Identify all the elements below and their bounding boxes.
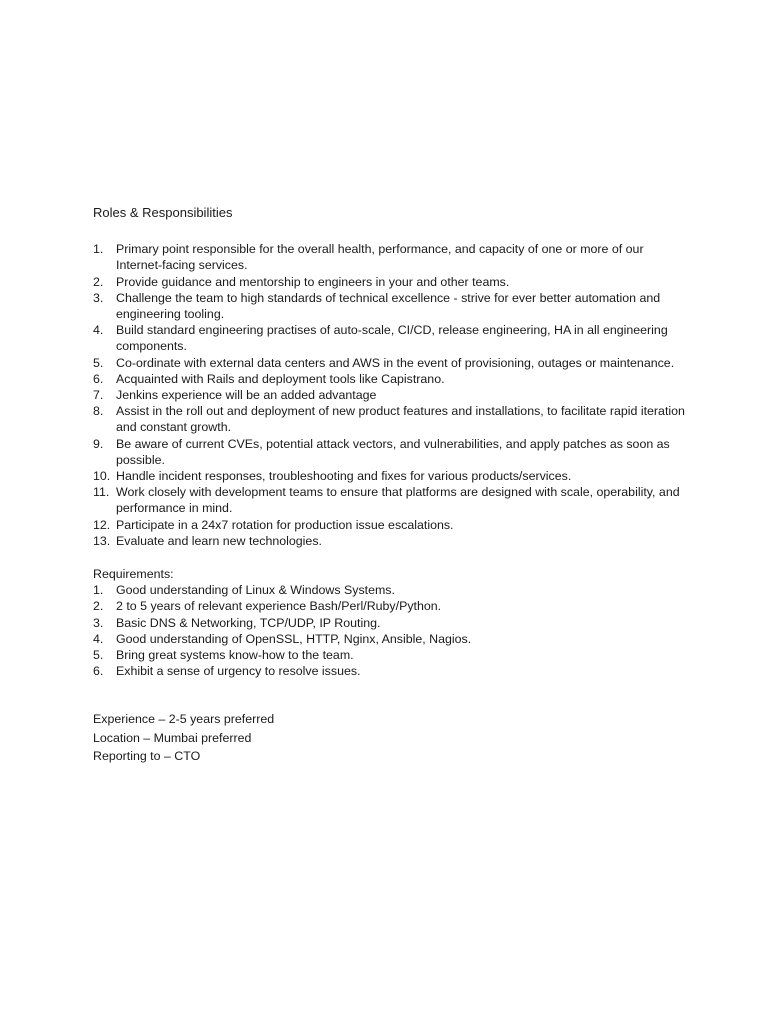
list-item bbox=[93, 582, 693, 598]
list-item bbox=[93, 436, 693, 468]
list-number: 10. bbox=[93, 469, 111, 484]
list-number: 5. bbox=[93, 648, 104, 663]
list-item bbox=[93, 403, 693, 435]
list-number: 1. bbox=[93, 583, 104, 598]
list-item bbox=[93, 387, 693, 403]
list-number: 6. bbox=[93, 371, 104, 386]
list-number: 3. bbox=[93, 290, 104, 305]
list-number: 13. bbox=[93, 533, 111, 548]
list-text: Jenkins experience will be an added advantage bbox=[116, 388, 377, 403]
list-item bbox=[93, 371, 693, 387]
list-item bbox=[93, 290, 693, 322]
list-number: 3. bbox=[93, 615, 104, 630]
list-text: Work closely with development teams to ensure that platforms are designed with scale, operability, and performance in mind. bbox=[116, 485, 680, 516]
list-item bbox=[93, 598, 693, 614]
location-line: Location – Mumbai preferred bbox=[93, 730, 252, 745]
list-number: 2. bbox=[93, 274, 104, 289]
list-number: 4. bbox=[93, 631, 104, 646]
reporting-line: Reporting to – CTO bbox=[93, 749, 201, 764]
list-number: 2. bbox=[93, 599, 104, 614]
list-text: Basic DNS & Networking, TCP/UDP, IP Routing. bbox=[116, 615, 381, 630]
list-number: 1. bbox=[93, 242, 104, 257]
roles-list bbox=[93, 241, 693, 549]
list-text: Assist in the roll out and deployment of new product features and installations, to facilitate rapid iteration and constant growth. bbox=[116, 404, 685, 435]
list-number: 4. bbox=[93, 323, 104, 338]
list-item bbox=[93, 631, 693, 647]
list-text: Evaluate and learn new technologies. bbox=[116, 533, 322, 548]
list-text: Bring great systems know-how to the team. bbox=[116, 648, 354, 663]
list-number: 8. bbox=[93, 404, 104, 419]
list-item bbox=[93, 533, 693, 549]
list-text: 2 to 5 years of relevant experience Bash/Perl/Ruby/Python. bbox=[116, 599, 442, 614]
list-number: 7. bbox=[93, 388, 104, 403]
list-number: 11. bbox=[93, 485, 110, 500]
list-text: Handle incident responses, troubleshooting and fixes for various products/services. bbox=[116, 469, 572, 484]
list-item bbox=[93, 484, 693, 516]
requirements-heading: Requirements: bbox=[93, 567, 174, 582]
document-page bbox=[93, 205, 693, 766]
list-item bbox=[93, 615, 693, 631]
list-item bbox=[93, 241, 693, 273]
list-item bbox=[93, 322, 693, 354]
list-text: Challenge the team to high standards of technical excellence - strive for ever better automation and engineering tooling. bbox=[116, 290, 661, 322]
list-text: Build standard engineering practises of auto-scale, CI/CD, release engineering, HA in all engineering components. bbox=[116, 323, 668, 354]
roles-heading: Roles & Responsibilities bbox=[93, 205, 233, 220]
requirements-list bbox=[93, 582, 693, 679]
list-number: 12. bbox=[93, 517, 111, 532]
list-text: Acquainted with Rails and deployment tools like Capistrano. bbox=[116, 371, 445, 386]
list-text: Good understanding of OpenSSL, HTTP, Nginx, Ansible, Nagios. bbox=[116, 631, 472, 646]
list-text: Be aware of current CVEs, potential attack vectors, and vulnerabilities, and apply patches as soon as possible. bbox=[116, 436, 670, 467]
list-item bbox=[93, 517, 693, 533]
list-text: Provide guidance and mentorship to engineers in your and other teams. bbox=[116, 274, 510, 289]
experience-line: Experience – 2-5 years preferred bbox=[93, 712, 275, 727]
list-number: 6. bbox=[93, 664, 104, 679]
list-item bbox=[93, 355, 693, 371]
list-item bbox=[93, 274, 693, 290]
list-item bbox=[93, 663, 693, 679]
list-text: Exhibit a sense of urgency to resolve issues. bbox=[116, 664, 361, 679]
list-item bbox=[93, 468, 693, 484]
list-item bbox=[93, 647, 693, 663]
list-text: Primary point responsible for the overall health, performance, and capacity of one or more of our Internet-facing services. bbox=[116, 242, 644, 273]
list-number: 5. bbox=[93, 355, 104, 370]
list-text: Co-ordinate with external data centers and AWS in the event of provisioning, outages or maintenance. bbox=[116, 355, 675, 370]
list-text: Good understanding of Linux & Windows Systems. bbox=[116, 583, 395, 598]
list-number: 9. bbox=[93, 436, 104, 451]
list-text: Participate in a 24x7 rotation for production issue escalations. bbox=[116, 517, 454, 532]
